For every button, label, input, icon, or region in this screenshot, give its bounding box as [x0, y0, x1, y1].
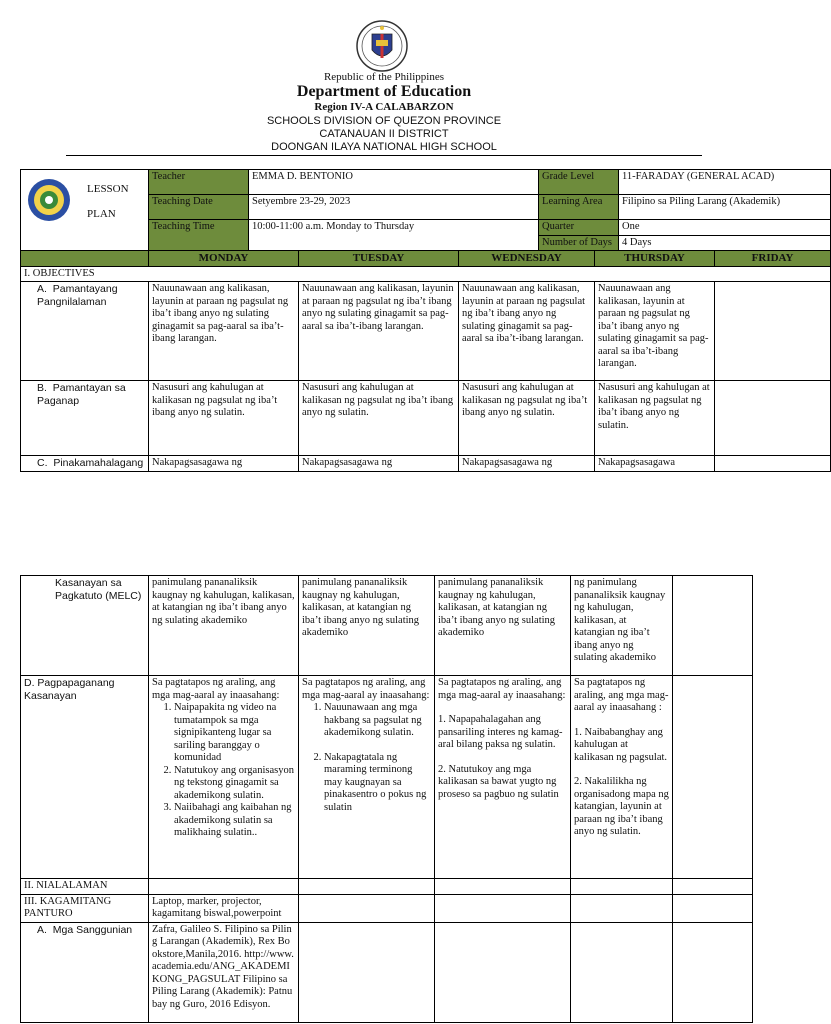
row-d-thursday	[571, 676, 673, 879]
nilalaman-thursday	[571, 879, 673, 895]
teaching-time-label: Teaching Time	[149, 220, 249, 251]
kagamitan-monday: Laptop, marker, projector, kagamitang biswal,powerpoint	[149, 894, 299, 922]
sanggunian-wednesday	[435, 922, 571, 1022]
day-header-thursday: THURSDAY	[595, 251, 715, 267]
teaching-time-value: 10:00-11:00 a.m. Monday to Thursday	[249, 220, 539, 251]
row-a-tuesday: Nauunawaan ang kalikasan, layunin at paraan ng pagsulat ng iba’t ibang anyo ng sulating ginagamit sa pag-aaral sa iba’t-ibang larangan.	[299, 282, 459, 381]
row-d-wednesday-intro: Sa pagtatapos ng araling, ang mga mag-aaral ay inaasahang:	[438, 677, 566, 701]
objectives-heading: I. OBJECTIVES	[21, 266, 831, 282]
row-d-wednesday-item-2: 2. Natutukoy ang mga kalikasan sa bawat yugto ng proseso sa pagbuo ng sulatin	[438, 763, 559, 800]
quarter-label: Quarter	[539, 220, 619, 236]
row-c-tuesday: Nakapagsasagawa ng	[299, 456, 459, 472]
row-a-monday: Nauunawaan ang kalikasan, layunin at paraan ng pagsulat ng iba’t ibang anyo ng sulating ginagamit sa pag-aaral sa iba’t-ibang larangan.	[149, 282, 299, 381]
republic-line: Republic of the Philippines	[323, 71, 445, 83]
district-line: CATANAUAN II DISTRICT	[319, 128, 449, 140]
row-d-monday-item-3: 3. Naiibahagi ang kaibahan ng akademikong sulatin sa malikhaing sulatin..	[174, 802, 295, 840]
days-label: Number of Days	[539, 235, 619, 251]
row-b-thursday: Nasusuri ang kahulugan at kalikasan ng pagsulat ng iba’t ibang anyo ng sulatin.	[595, 381, 715, 456]
lesson-plan-table-page1	[20, 169, 831, 472]
kagamitan-tuesday	[299, 894, 435, 922]
row-b-label: B. Pamantayan sa Paganap	[21, 381, 149, 456]
days-value: 4 Days	[619, 235, 831, 251]
day-header-friday: FRIDAY	[715, 251, 831, 267]
row-c2-wednesday: panimulang pananaliksik kaugnay ng kahulugan, kalikasan, at katangian ng iba’t ibang anyo ng sulating akademiko	[435, 576, 571, 676]
row-c-thursday: Nakapagsasagawa	[595, 456, 715, 472]
nilalaman-tuesday	[299, 879, 435, 895]
row-a-wednesday: Nauunawaan ang kalikasan, layunin at paraan ng pagsulat ng iba’t ibang anyo ng sulating ginagamit sa pag-aaral sa iba’t-ibang larangan.	[459, 282, 595, 381]
row-d-label: D. Pagpapaganang Kasanayan	[21, 676, 149, 879]
sanggunian-thursday	[571, 922, 673, 1022]
row-a-friday	[715, 282, 831, 381]
row-d-tuesday-intro: Sa pagtatapos ng araling, ang mga mag-aaral ay inaasahang:	[302, 677, 430, 701]
lesson-word: LESSON	[87, 183, 129, 195]
row-b-friday	[715, 381, 831, 456]
row-c-label: C. Pinakamahalagang	[21, 456, 149, 472]
row-d-tuesday-item-1: 1. Nauunawaan ang mga hakbang sa pagsulat ng akademikong sulatin.	[324, 702, 431, 740]
kagamitan-heading: III. KAGAMITANG PANTURO	[21, 894, 149, 922]
deped-seal-icon	[356, 20, 408, 72]
plan-word: PLAN	[87, 208, 116, 220]
division-line: SCHOOLS DIVISION OF QUEZON PROVINCE	[266, 115, 502, 127]
lesson-plan-table-page2	[20, 575, 753, 1023]
row-c-wednesday: Nakapagsasagawa ng	[459, 456, 595, 472]
row-d-tuesday-item-2: 2. Nakapagtatala ng maraming terminong may kaugnayan sa pinakasentro o pokus ng sulatin	[324, 752, 431, 815]
row-d-monday-item-2: 2. Natutukoy ang organisasyon ng tekstong ginagamit sa akademikong sulatin.	[174, 765, 295, 803]
nilalaman-friday	[673, 879, 753, 895]
row-d-thursday-item-1: 1. Naibabanghay ang kahulugan at kalikasan ng pagsulat.	[574, 726, 668, 763]
teacher-value: EMMA D. BENTONIO	[249, 170, 539, 195]
nilalaman-heading: II. NIALALAMAN	[21, 879, 149, 895]
quarter-value: One	[619, 220, 831, 236]
row-c2-monday: panimulang pananaliksik kaugnay ng kahulugan, kalikasan, at katangian ng iba’t ibang anyo ng sulating akademiko	[149, 576, 299, 676]
teaching-date-value: Setyembre 23-29, 2023	[249, 195, 539, 220]
row-d-wednesday	[435, 676, 571, 879]
teacher-label: Teacher	[149, 170, 249, 195]
sanggunian-friday	[673, 922, 753, 1022]
school-logo-icon	[27, 178, 71, 222]
day-header-monday: MONDAY	[149, 251, 299, 267]
row-c-monday: Nakapagsasagawa ng	[149, 456, 299, 472]
row-d-thursday-item-2: 2. Nakalilikha ng organisadong mapa ng katangian, layunin at paraan ng iba’t ibang anyo ng sulatin.	[574, 776, 669, 837]
row-c2-tuesday: panimulang pananaliksik kaugnay ng kahulugan, kalikasan, at katangian ng iba’t ibang anyo ng sulating akademiko	[299, 576, 435, 676]
learning-area-value: Filipino sa Piling Larang (Akademik)	[619, 195, 831, 220]
row-c2-friday	[673, 576, 753, 676]
row-a-label: A. Pamantayang Pangnilalaman	[21, 282, 149, 381]
kagamitan-wednesday	[435, 894, 571, 922]
grade-level-value: 11-FARADAY (GENERAL ACAD)	[619, 170, 831, 195]
corner-cell	[21, 251, 149, 267]
row-c2-thursday: ng panimulang pananaliksik kaugnay ng kahulugan, kalikasan, at katangian ng iba’t ibang anyo ng sulating akademiko	[571, 576, 673, 676]
region-line: Region IV-A CALABARZON	[314, 101, 454, 113]
day-header-wednesday: WEDNESDAY	[459, 251, 595, 267]
row-d-monday-intro: Sa pagtatapos ng araling, ang mga mag-aaral ay inaasahang:	[152, 677, 280, 701]
row-b-monday: Nasusuri ang kahulugan at kalikasan ng pagsulat ng iba’t ibang anyo ng sulatin.	[149, 381, 299, 456]
row-d-thursday-intro: Sa pagtatapos ng araling, ang mga mag-aaral ay inaasahang :	[574, 677, 669, 713]
row-a-thursday: Nauunawaan ang kalikasan, layunin at paraan ng pagsulat ng iba’t ibang anyo ng sulating ginagamit sa pag-aaral sa iba’t-ibang larangan.	[595, 282, 715, 381]
row-d-monday-item-1: 1. Naipapakita ng video na tumatampok sa mga signipikanteng lugar sa sariling baranggay o komunidad	[174, 702, 295, 765]
lesson-plan-cell	[21, 170, 149, 251]
row-b-tuesday: Nasusuri ang kahulugan at kalikasan ng pagsulat ng iba’t ibang anyo ng sulatin.	[299, 381, 459, 456]
row-c-label-continued: Kasanayan sa Pagkatuto (MELC)	[21, 576, 149, 676]
row-d-wednesday-item-1: 1. Napapahalagahan ang pansariling interes ng kamag-aral bilang paksa ng sulatin.	[438, 714, 563, 750]
school-line: DOONGAN ILAYA NATIONAL HIGH SCHOOL	[271, 141, 497, 153]
row-d-monday	[149, 676, 299, 879]
kagamitan-thursday	[571, 894, 673, 922]
nilalaman-wednesday	[435, 879, 571, 895]
department-title: Department of Education	[296, 83, 472, 100]
day-header-tuesday: TUESDAY	[299, 251, 459, 267]
learning-area-label: Learning Area	[539, 195, 619, 220]
sanggunian-tuesday	[299, 922, 435, 1022]
nilalaman-monday	[149, 879, 299, 895]
row-d-tuesday	[299, 676, 435, 879]
row-d-friday	[673, 676, 753, 879]
row-b-wednesday: Nasusuri ang kahulugan at kalikasan ng pagsulat ng iba’t ibang anyo ng sulatin.	[459, 381, 595, 456]
kagamitan-friday	[673, 894, 753, 922]
sanggunian-label: A. Mga Sanggunian	[21, 922, 149, 1022]
sanggunian-monday: Zafra, Galileo S. Filipino sa Piling Larangan (Akademik), Rex Bookstore,Manila,2016. http://www.academia.edu/ANG_AKADEMIKONG_PAGSULAT Filipino sa Piling Larang (Akademik): Patnubay ng Guro, 2016 Edisyon.	[149, 922, 299, 1022]
header-divider	[66, 155, 702, 156]
row-c-friday	[715, 456, 831, 472]
teaching-date-label: Teaching Date	[149, 195, 249, 220]
grade-level-label: Grade Level	[539, 170, 619, 195]
